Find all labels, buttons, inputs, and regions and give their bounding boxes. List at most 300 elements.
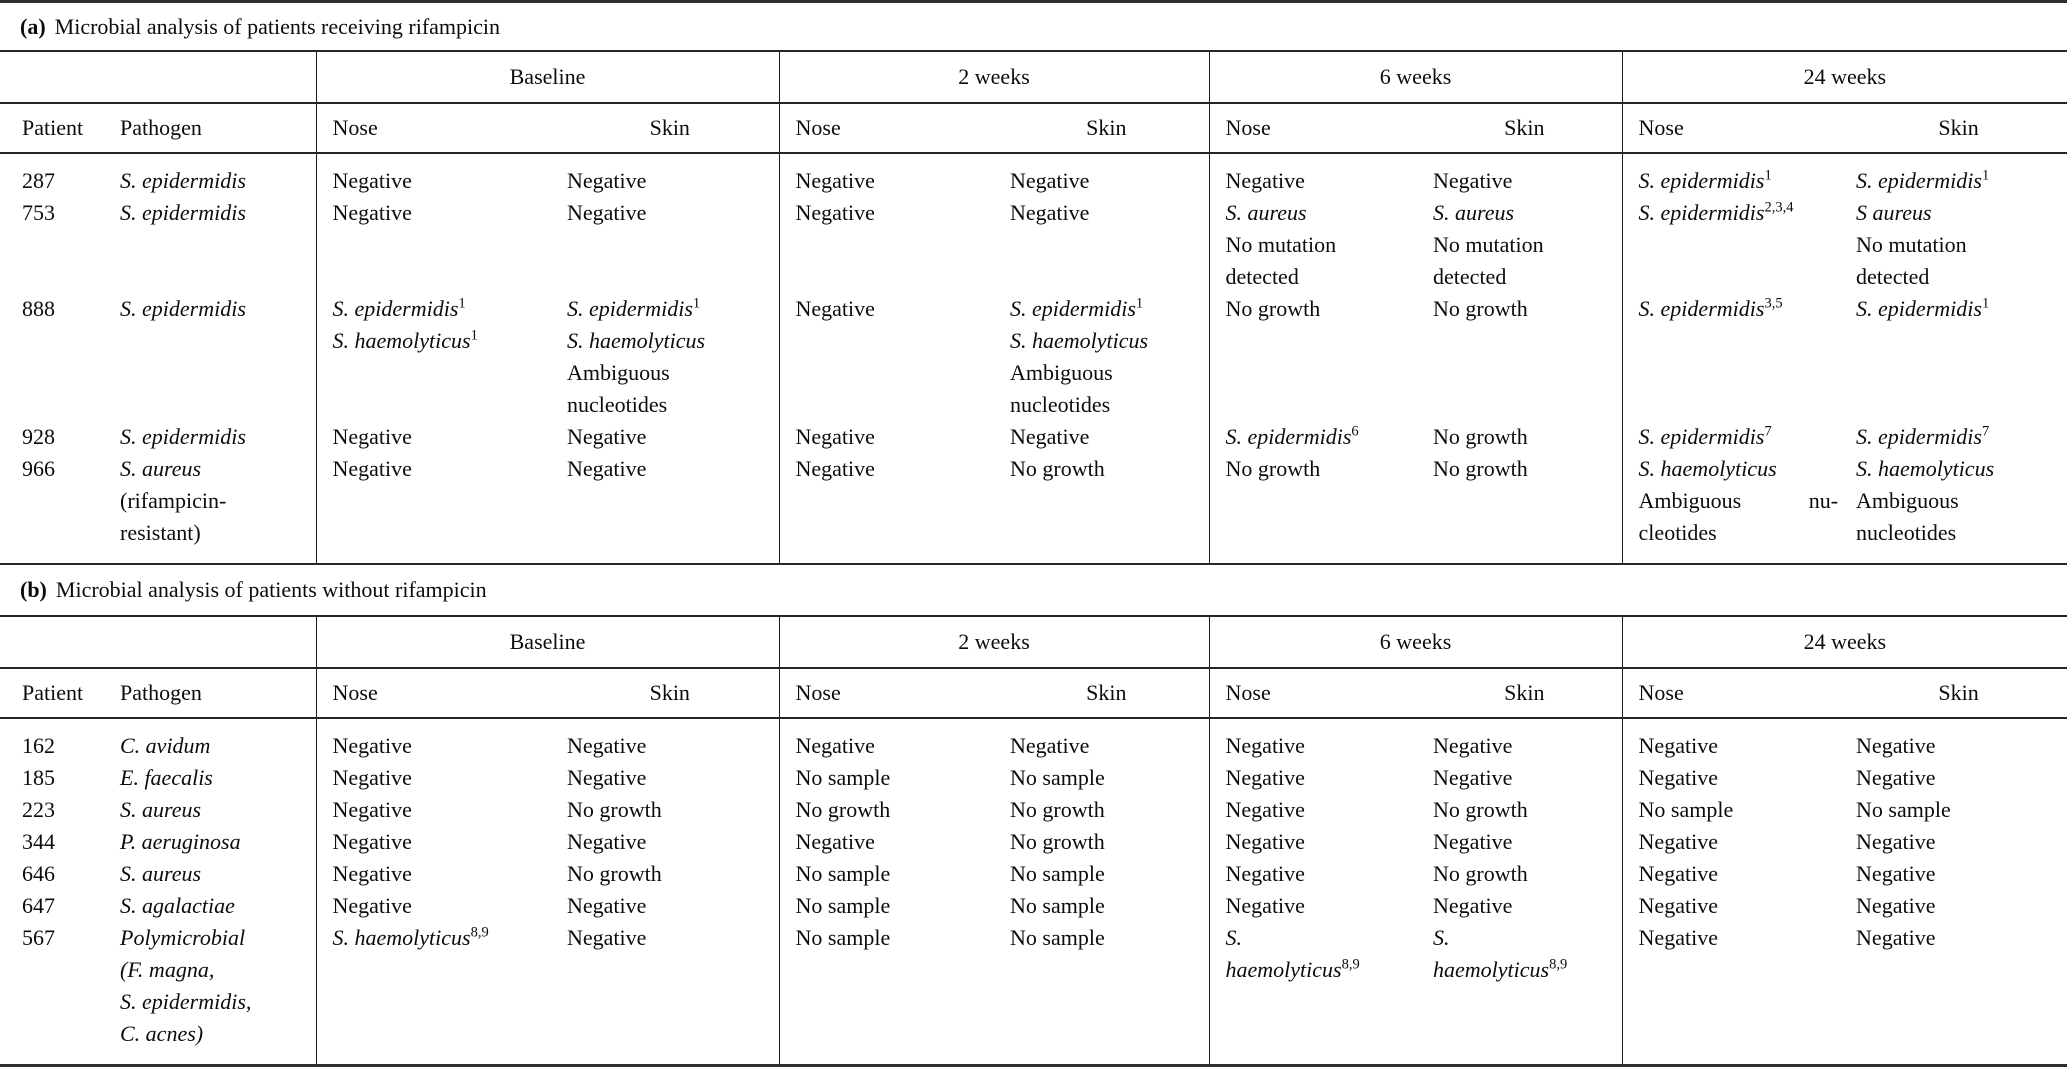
text-segment: (F. magna, [120,957,215,982]
cell-line [1856,762,2067,794]
cell-line [1639,293,1851,325]
result-cell [316,293,561,421]
text-segment: No sample [795,893,891,918]
text-segment: No sample [1638,797,1734,822]
cell-line [333,293,562,325]
text-segment: Negative [567,456,647,481]
text-segment: No growth [1433,861,1528,886]
text-segment: S. haemolyticus [1638,456,1777,481]
table-a-caption-text: Microbial analysis of patients receiving rifampicin [54,13,501,39]
result-cell [316,826,561,858]
text-segment: S. epidermidis [1856,168,1982,193]
text-segment: Negative [1010,733,1090,758]
cell-line [1639,453,1851,485]
result-cell [1209,197,1427,293]
result-cell [561,421,779,453]
text-segment: Negative [1225,829,1305,854]
cell-line [796,858,1005,890]
result-cell [779,153,1004,197]
pathogen-cell [100,890,316,922]
cell-line [796,826,1005,858]
result-cell [779,826,1004,858]
cell-line [1010,357,1209,389]
cell-line [333,197,562,229]
cell-line [1010,826,1209,858]
result-cell [1209,826,1427,858]
header-spacer [0,52,316,103]
pathogen-cell [100,794,316,826]
text-segment: Negative [795,168,875,193]
cell-line [120,986,316,1018]
text-segment: No growth [567,797,662,822]
text-segment: Negative [332,733,412,758]
text-segment: No sample [1010,893,1105,918]
patient-id: 753 [22,200,55,225]
cell-line [120,826,316,858]
text-segment: No sample [1010,861,1105,886]
cell-line [120,730,316,762]
column-header-nose: Nose [1209,103,1427,153]
text-segment: Ambiguous [1638,488,1742,513]
text-segment: nucleotides [1010,392,1111,417]
cell-line [1010,325,1209,357]
time-group-header: 24 weeks [1622,52,2067,103]
text-segment: detected [1433,264,1507,289]
cell-line [1856,197,2067,229]
cell-line [1226,261,1428,293]
time-group-header: 24 weeks [1622,617,2067,668]
cell-line [120,954,316,986]
text-segment: Negative [1010,168,1090,193]
cell-line [1856,826,2067,858]
result-cell [1850,453,2067,564]
text-segment: detected [1856,264,1930,289]
cell-line [567,922,779,954]
cell-line [120,858,316,890]
patient-id: 928 [22,424,55,449]
cell-line [1010,922,1209,954]
text-segment: Negative [1433,168,1513,193]
cell-line [1639,762,1851,794]
cell-line [1856,229,2067,261]
result-cell [316,762,561,794]
result-cell [779,421,1004,453]
result-cell [561,826,779,858]
cell-line [1010,794,1209,826]
pathogen-cell [100,453,316,564]
text-segment: Negative [332,424,412,449]
superscript-marker: 8,9 [1341,956,1360,973]
text-segment: No sample [795,765,891,790]
text-segment: No sample [1010,765,1105,790]
cell-line [796,922,1005,954]
text-segment: Negative [1225,733,1305,758]
text-segment: haemolyticus [1225,957,1342,982]
result-cell [1004,762,1209,794]
result-cell [1209,293,1427,421]
text-segment: Negative [567,765,647,790]
cell-line [796,762,1005,794]
result-cell [1622,826,1850,858]
cell-line [120,517,316,549]
result-cell [1427,826,1622,858]
column-header-skin: Skin [561,103,779,153]
cell-line [333,325,562,357]
text-segment: Negative [1225,765,1305,790]
result-cell [1427,794,1622,826]
result-cell [1622,858,1850,890]
pathogen-cell [100,826,316,858]
superscript-marker: 8,9 [470,924,489,941]
cell-line [1226,858,1428,890]
text-segment: S. epidermidis [1856,296,1982,321]
result-cell [1209,858,1427,890]
cell-line [1433,197,1622,229]
text-segment: S. agalactiae [120,893,235,918]
text-segment: S. haemolyticus [1010,328,1149,353]
text-segment: Negative [332,168,412,193]
text-segment: Negative [1856,893,1936,918]
superscript-marker: 1 [458,295,466,312]
pathogen-cell [100,153,316,197]
text-segment: No sample [1856,797,1951,822]
cell-line [567,826,779,858]
patient-id: 287 [22,168,55,193]
text-segment: Negative [332,797,412,822]
pathogen-cell [100,762,316,794]
table-row [0,453,2067,564]
result-cell [1622,718,1850,762]
result-cell [1850,153,2067,197]
result-cell [561,293,779,421]
result-cell [1004,453,1209,564]
cell-line [1433,229,1622,261]
patient-id-cell [0,421,100,453]
superscript-marker: 7 [1981,423,1990,440]
table-b-caption-text: Microbial analysis of patients without rifampicin [55,577,487,602]
text-segment: S aureus [1856,200,1932,225]
text-segment: S. haemolyticus [567,328,706,353]
column-header-skin: Skin [561,668,779,718]
result-cell [1427,197,1622,293]
text-segment: S. haemolyticus [332,925,471,950]
column-header-nose: Nose [779,668,1004,718]
result-cell [561,197,779,293]
text-segment: S. epidermidis [120,200,246,225]
time-group-header: 6 weeks [1209,52,1622,103]
text-segment: Negative [795,200,875,225]
patient-id-cell [0,922,100,1066]
cell-line [1639,485,1851,517]
cell-line [1856,730,2067,762]
cell-line [333,453,562,485]
cell-line [567,165,779,197]
table-section-b [0,565,2067,1067]
cell-line [1639,165,1851,197]
text-segment: Negative [1856,733,1936,758]
result-cell [561,890,779,922]
text-segment: Negative [1225,893,1305,918]
result-cell [1622,922,1850,1066]
cell-line [567,421,779,453]
cell-line [1433,858,1622,890]
cell-line [1226,730,1428,762]
text-segment: S. epidermidis [120,168,246,193]
column-header-nose: Nose [1622,668,1850,718]
result-cell [779,718,1004,762]
result-cell [1850,762,2067,794]
text-segment: resistant) [120,520,201,545]
cell-line [567,858,779,890]
cell-line [1226,229,1428,261]
result-cell [316,421,561,453]
column-header-nose: Nose [1209,668,1427,718]
cell-line [1010,293,1209,325]
cell-line [333,794,562,826]
result-cell [1209,421,1427,453]
table-row [0,922,2067,1066]
result-cell [1427,153,1622,197]
text-segment: Negative [567,424,647,449]
text-segment: Negative [1010,424,1090,449]
text-segment: Negative [1856,829,1936,854]
result-cell [779,922,1004,1066]
result-cell [561,153,779,197]
table-row [0,794,2067,826]
cell-line [796,730,1005,762]
text-segment: E. faecalis [120,765,213,790]
cell-line [333,858,562,890]
result-cell [1209,922,1427,1066]
result-cell [1004,858,1209,890]
cell-line [333,762,562,794]
text-segment: Negative [1638,925,1718,950]
patient-id-cell [0,890,100,922]
cell-line [333,165,562,197]
patient-id-cell [0,794,100,826]
text-segment: S. haemolyticus [1856,456,1995,481]
cell-line [1226,826,1428,858]
cell-line [120,485,316,517]
cell-line [1856,261,2067,293]
table-row [0,153,2067,197]
result-cell [1004,890,1209,922]
cell-line [1226,293,1428,325]
text-segment: S. aureus [1225,200,1307,225]
text-segment: Negative [1638,765,1718,790]
text-segment: S. epidermidis [567,296,693,321]
result-cell [779,762,1004,794]
cell-line [1010,762,1209,794]
cell-line [1856,922,2067,954]
patient-id: 185 [22,765,55,790]
cell-line [333,826,562,858]
cell-line [796,421,1005,453]
text-segment: Negative [332,456,412,481]
text-segment: Negative [567,925,647,950]
cell-line [1856,485,2067,517]
cell-line [796,165,1005,197]
text-segment: Negative [332,893,412,918]
superscript-marker: 7 [1764,423,1772,440]
text-segment: S. aureus [120,456,202,481]
text-segment: S. aureus [120,797,202,822]
text-segment: Negative [1225,861,1305,886]
cell-line [1226,421,1428,453]
cell-line [1639,890,1851,922]
cell-line [567,357,779,389]
text-segment: Negative [1638,829,1718,854]
cell-line [796,794,1005,826]
cell-line [1226,165,1428,197]
result-cell [1622,890,1850,922]
text-segment: No mutation [1433,232,1544,257]
column-header-skin: Skin [1850,103,2067,153]
cell-line [567,794,779,826]
table-row [0,421,2067,453]
text-segment: Negative [1433,829,1513,854]
cell-line [796,293,1005,325]
column-header-row [0,668,2067,718]
text-segment: No growth [1010,797,1105,822]
pathogen-cell [100,858,316,890]
cell-line [120,890,316,922]
cell-line [333,421,562,453]
time-group-header: 2 weeks [779,52,1209,103]
text-segment: No growth [1225,296,1321,321]
cell-line [567,762,779,794]
result-cell [561,794,779,826]
cell-line [1856,293,2067,325]
text-segment: Negative [567,893,647,918]
patient-id-cell [0,858,100,890]
cell-line [1639,922,1851,954]
cell-line [1433,922,1622,954]
cell-line [1639,826,1851,858]
cell-line [1226,197,1428,229]
result-cell [316,890,561,922]
text-segment: S. epidermidis [1225,424,1352,449]
text-segment: No mutation [1856,232,1967,257]
pathogen-cell [100,922,316,1066]
cell-line [333,890,562,922]
cell-line [1433,762,1622,794]
cell-line [1856,890,2067,922]
cell-line [796,197,1005,229]
text-segment: Negative [567,733,647,758]
table-row [0,890,2067,922]
text-segment: Negative [795,296,875,321]
result-cell [1850,293,2067,421]
cell-line [120,197,316,229]
result-cell [1427,890,1622,922]
column-header-nose: Nose [316,668,561,718]
text-segment: No growth [1225,456,1321,481]
column-header-skin: Skin [1004,103,1209,153]
result-cell [1004,922,1209,1066]
cell-line [1433,293,1622,325]
text-segment: Negative [1638,733,1718,758]
result-cell [316,153,561,197]
cell-line [1226,922,1428,954]
table-b-caption-label: (b) [20,577,47,602]
text-segment: Negative [332,765,412,790]
text-segment: S. epidermidis [1638,200,1765,225]
result-cell [316,858,561,890]
text-segment: No growth [1010,456,1105,481]
text-segment: S. epidermidis [1638,168,1765,193]
cell-line [1856,421,2067,453]
result-cell [1004,718,1209,762]
cell-line [1433,730,1622,762]
result-cell [1209,890,1427,922]
result-cell [1850,922,2067,1066]
result-cell [561,858,779,890]
result-cell [561,453,779,564]
text-segment: S. epidermidis, [120,989,252,1014]
result-cell [1427,922,1622,1066]
cell-line [567,730,779,762]
text-segment: No growth [1433,424,1528,449]
cell-line [567,293,779,325]
text-segment: S. epidermidis [1010,296,1136,321]
cell-line [1226,954,1428,986]
patient-id: 647 [22,893,55,918]
result-cell [1427,421,1622,453]
table-row [0,718,2067,762]
cell-line [1856,517,2067,549]
superscript-marker: 1 [1981,167,1990,184]
text-segment: nucleotides [1856,520,1957,545]
cell-line [1856,165,2067,197]
text-segment: S. epidermidis [120,424,246,449]
text-segment: No sample [795,861,891,886]
result-cell [1427,453,1622,564]
text-segment: Ambiguous [567,360,670,385]
cell-line [1010,730,1209,762]
text-segment: S. [1225,925,1243,950]
cell-line [1639,517,1851,549]
text-segment: C. avidum [120,733,211,758]
text-segment: Negative [795,456,875,481]
cell-line [1433,261,1622,293]
cell-line [567,389,779,421]
result-cell [561,718,779,762]
text-segment: S. haemolyticus [332,328,471,353]
text-segment: Negative [1225,797,1305,822]
result-cell [779,293,1004,421]
cell-line [1226,794,1428,826]
text-segment: No growth [1433,296,1528,321]
result-cell [1004,421,1209,453]
cell-line [1010,197,1209,229]
text-segment: S. epidermidis [1856,424,1982,449]
result-cell [1622,421,1850,453]
text-segment: No sample [795,925,891,950]
result-cell [1622,794,1850,826]
cell-line [1433,165,1622,197]
text-segment: Negative [1856,925,1936,950]
text-segment: nucleotides [567,392,668,417]
patient-id-cell [0,762,100,794]
result-cell [1850,794,2067,826]
cell-line [1433,890,1622,922]
text-segment: Ambiguous [1856,488,1959,513]
patient-id-cell [0,197,100,293]
result-cell [561,922,779,1066]
text-segment: nu- [1808,488,1839,513]
cell-line [1010,165,1209,197]
